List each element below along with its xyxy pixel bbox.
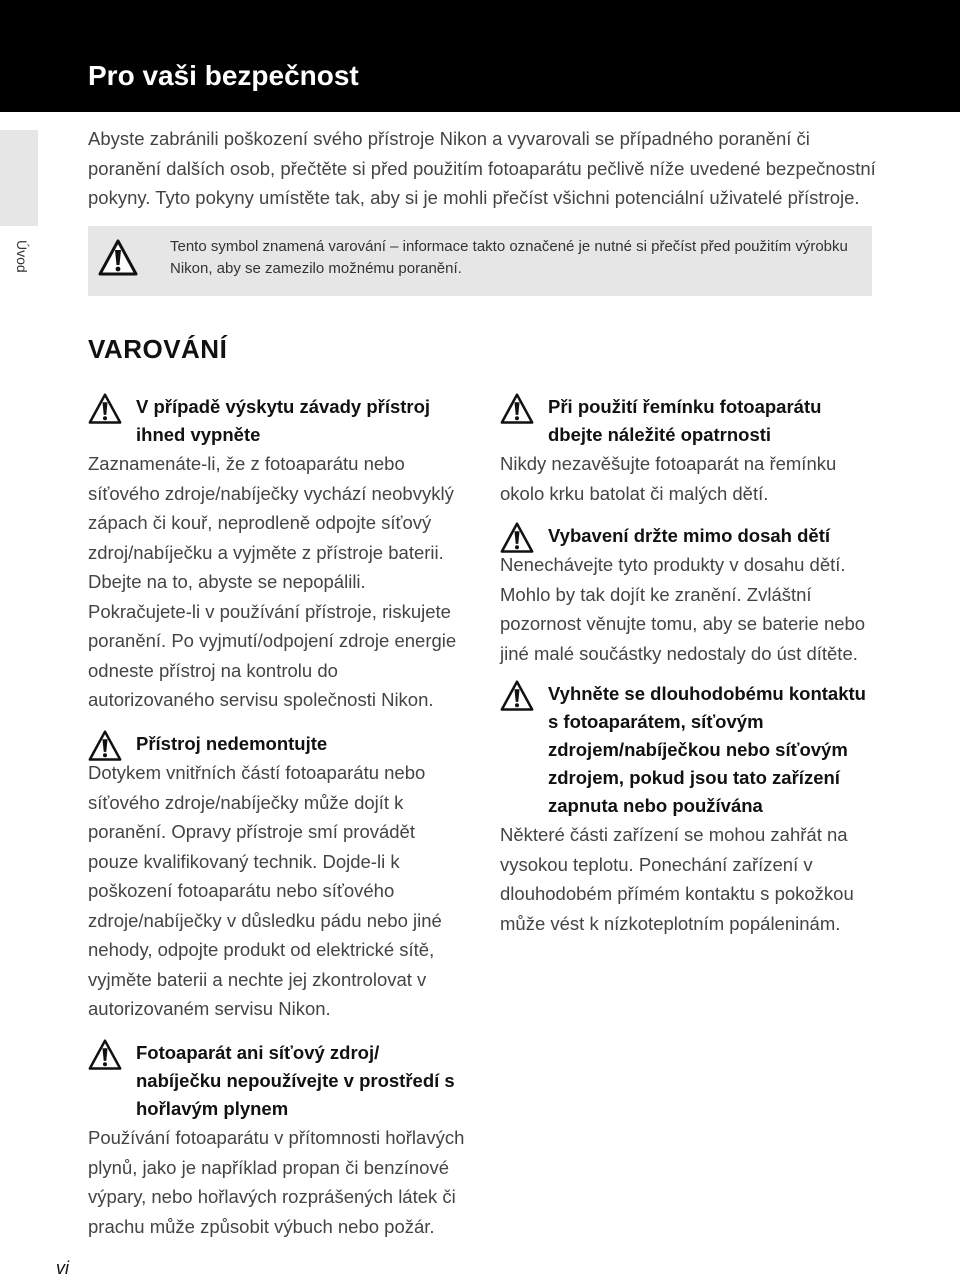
warning-triangle-icon	[500, 522, 534, 554]
warning-triangle-icon	[500, 680, 534, 712]
page-number: vi	[56, 1258, 69, 1278]
notice-text: Tento symbol znamená varování – informace takto označené je nutné si přečíst před použitím výrobku Nikon, aby se zamezilo možnému poranění.	[170, 238, 848, 277]
warning-title: Fotoaparát ani síťový zdroj/ nabíječku nepoužívejte v prostředí s hořlavým plynem	[136, 1042, 455, 1119]
warning-title: Při použití řemínku fotoaparátu dbejte náležité opatrnosti	[548, 396, 822, 445]
warning-body: Nenechávejte tyto produkty v dosahu dětí. Mohlo by tak dojít ke zranění. Zvláštní pozornost věnujte tomu, aby se baterie nebo jiné malé součástky nedostaly do úst dítěte.	[500, 554, 866, 664]
warning-title: Přístroj nedemontujte	[136, 733, 328, 754]
section-title: VAROVÁNÍ	[88, 334, 228, 364]
warning-triangle-icon	[88, 1039, 122, 1071]
side-tab	[0, 130, 38, 226]
warning-body: Dotykem vnitřních částí fotoaparátu nebo síťového zdroje/nabíječky může dojít k poranění. Opravy přístroje smí provádět pouze kvalifikovaný technik. Dojde-li k poškození fotoaparátu nebo síťového zdroje/nabíječky v důsledku pádu nebo jiné nehody, odpojte produkt od elektrické sítě, vyjměte baterii a nechte jej zkontrolovat v autorizovaném servisu Nikon.	[88, 762, 442, 1019]
warning-block-flammable-gas	[88, 1039, 470, 1241]
warning-block-prolonged-contact	[500, 680, 872, 938]
warning-triangle-icon	[88, 730, 122, 762]
side-tab-label: Úvod	[14, 240, 30, 273]
warning-triangle-icon	[500, 393, 534, 425]
warning-block-children	[500, 522, 872, 668]
warning-body: Nikdy nezavěšujte fotoaparát na řemínku okolo krku batolat či malých dětí.	[500, 453, 837, 504]
intro-paragraph: Abyste zabránili poškození svého přístroje Nikon a vyvarovali se případného poranění či poranění dalších osob, přečtěte si před použitím fotoaparátu pečlivě níže uvedené bezpečnostní pokyny. Tyto pokyny umístěte tak, aby si je mohli přečíst všichni potenciální uživatelé přístroje.	[88, 128, 876, 208]
warning-body: Zaznamenáte-li, že z fotoaparátu nebo síťového zdroje/nabíječky vychází neobvyklý zápach či kouř, neprodleně odpojte síťový zdroj/nabíječku a vyjměte z přístroje baterii. Dbejte na to, abyste se nepopálili. Pokračujete-li v používání přístroje, riskujete poranění. Po vyjmutí/odpojení zdroje energie odneste přístroj na kontrolu do autorizovaného servisu společnosti Nikon.	[88, 453, 457, 710]
warning-block-disassembly	[88, 730, 460, 1024]
warning-title: V případě výskytu závady přístroj ihned vypněte	[136, 396, 431, 445]
warning-block-malfunction	[88, 393, 466, 715]
warning-title: Vyhněte se dlouhodobému kontaktu s fotoaparátem, síťovým zdrojem/nabíječkou nebo síťovým zdrojem, pokud jsou tato zařízení zapnuta nebo používána	[548, 683, 866, 816]
warning-body: Používání fotoaparátu v přítomnosti hořlavých plynů, jako je například propan či benzínové výpary, nebo hořlavých rozprášených látek či prachu může způsobit výbuch nebo požár.	[88, 1127, 465, 1237]
warning-notice-box	[88, 226, 872, 296]
warning-title: Vybavení držte mimo dosah dětí	[548, 525, 831, 546]
warning-block-strap	[500, 393, 872, 508]
warning-triangle-icon	[88, 393, 122, 425]
page-header	[0, 0, 960, 112]
warning-triangle-icon	[98, 239, 138, 277]
page-title: Pro vaši bezpečnost	[88, 60, 359, 91]
warning-body: Některé části zařízení se mohou zahřát na vysokou teplotu. Ponechání zařízení v dlouhodobém přímém kontaktu s pokožkou může vést k nízkoteplotním popáleninám.	[500, 824, 854, 934]
